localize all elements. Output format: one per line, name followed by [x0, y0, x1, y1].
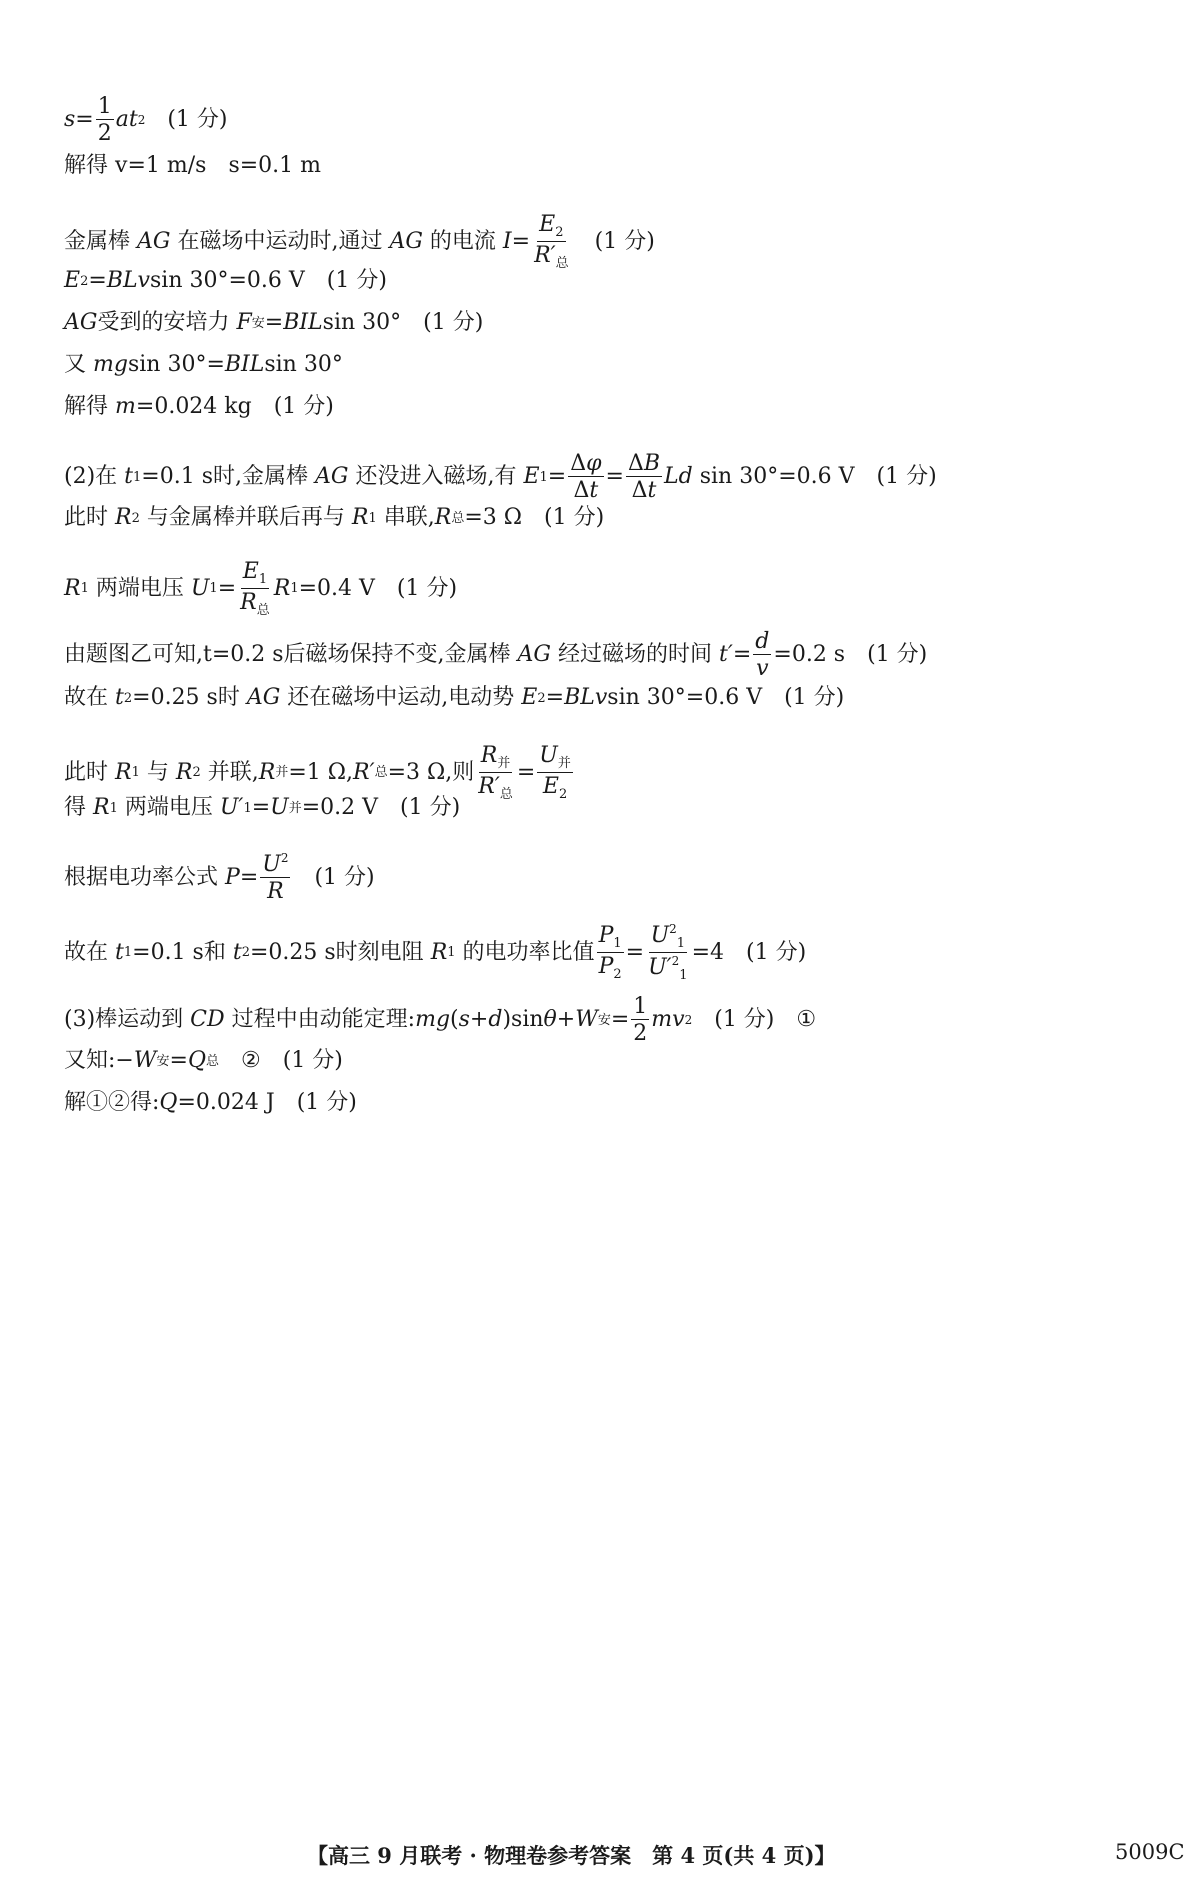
equation-line-6: 又 mg sin 30°= BIL sin 30°: [64, 352, 343, 377]
text: 的电功率比值: [462, 939, 595, 965]
text: 故在: [64, 939, 109, 965]
text: 过程中由动能定理:: [231, 1007, 416, 1033]
value: =0.024 kg: [135, 394, 252, 419]
fraction: $\frac{U^2}{R}$: [262, 851, 289, 905]
score-label: (1 分): [746, 939, 807, 965]
fraction: $\frac{\Delta B}{\Delta t}$: [627, 451, 661, 504]
value: =3 Ω,则: [387, 759, 475, 785]
equation-line-3: 金属棒 AG 在磁场中运动时,通过 AG 的电流 I = $\frac{E_2}{R'_总}$ (1 分): [64, 212, 655, 271]
fraction: $\frac{E_2}{R'_总}$: [534, 212, 569, 271]
value: =3 Ω: [464, 505, 523, 530]
fraction: $\frac{d}{v}$: [755, 629, 770, 682]
text: 在磁场中运动时,通过: [177, 228, 383, 254]
text: 根据电功率公式: [64, 864, 219, 890]
equation-line-15: 根据电功率公式 P = $\frac{U^2}{R}$ (1 分): [64, 851, 375, 905]
fraction: $\frac{1}{2}$: [633, 994, 648, 1047]
text: 解①②得:: [64, 1090, 160, 1115]
text: 两端电压: [124, 795, 213, 820]
value: =0.2 s: [773, 642, 846, 668]
score-label: (1 分): [296, 1090, 357, 1115]
text: 金属棒: [64, 228, 131, 254]
fraction: $\frac{P_1}{P_2}$: [598, 923, 622, 982]
text: 的电流: [429, 228, 496, 254]
text: 两端电压: [95, 575, 184, 601]
value: =0.6 V: [778, 464, 855, 490]
fraction: $\frac{E_1}{R_总}$: [240, 559, 270, 618]
text: 由题图乙可知,: [64, 642, 203, 668]
equation-line-18: 又知: − W 安 = Q 总 ② (1 分): [64, 1048, 343, 1073]
footer-code: 5009C: [1115, 1840, 1185, 1864]
text: 解得: [64, 153, 109, 178]
text: =0.25 s时刻电阻: [249, 939, 424, 965]
text: t=0.2 s后磁场保持不变,金属棒: [203, 642, 511, 668]
score-label: (1 分): [400, 795, 461, 820]
equation-line-7: 解得 m =0.024 kg (1 分): [64, 394, 334, 419]
text: 还没进入磁场,有: [355, 464, 517, 490]
equation-line-2: [64, 155, 321, 177]
score-label: (1 分): [396, 575, 458, 601]
text: 此时: [64, 759, 109, 785]
value: =0.6 V: [228, 268, 305, 293]
text: 经过磁场的时间: [558, 642, 713, 668]
text: =0.1 s时,金属棒: [141, 464, 308, 490]
text: 与: [146, 759, 169, 785]
value: =0.6 V: [685, 685, 763, 710]
value: =4: [691, 939, 724, 965]
value: =0.024 J: [177, 1090, 275, 1115]
score-label: (1 分): [876, 464, 937, 490]
equation-line-19: 解①②得: Q =0.024 J (1 分): [64, 1090, 357, 1115]
text: 解得: [64, 394, 109, 419]
value: =0.4 V: [298, 575, 375, 601]
value: s=0.1 m: [228, 153, 322, 178]
value: =0.2 V: [301, 795, 379, 820]
score-label: (1 分): [714, 1007, 775, 1033]
text: (3)棒运动到: [64, 1007, 184, 1033]
value: v=1 m/s: [115, 153, 207, 178]
fraction: $\frac{U^2_1}{U'^2_1}$: [648, 922, 688, 983]
text: 故在: [64, 685, 109, 710]
score-label: (1 分): [314, 864, 375, 890]
equation-line-13: 此时 R 1 与 R 2 并联, R 并 =1 Ω, R′ 总 =3 Ω,则 $\frac{R_并}{R'_总}$ = $\frac{U_并}{E_2}$: [64, 743, 571, 802]
fraction: $\frac{U_并}{E_2}$: [539, 743, 571, 802]
equation-line-11: 由题图乙可知, t=0.2 s后磁场保持不变,金属棒 AG 经过磁场的时间 t′ = $\frac{d}{v}$ =0.2 s (1 分): [64, 629, 928, 682]
score-label: (1 分): [544, 505, 605, 530]
score-label: (1 分): [273, 394, 334, 419]
equation-marker: ②: [241, 1048, 261, 1073]
text: 又: [64, 352, 87, 377]
score-label: (1 分): [784, 685, 845, 710]
value: =1 Ω,: [288, 759, 354, 785]
equation-line-4: E 2 = BLv sin 30° =0.6 V (1 分): [64, 268, 387, 293]
score-label: (1 分): [423, 310, 484, 335]
fraction: $\frac{1}{2}$: [97, 94, 112, 147]
equation-line-5: AG 受到的安培力 F 安 = BIL sin 30° (1 分): [64, 310, 484, 335]
text: 并联,: [207, 759, 259, 785]
score-label: (1 分): [167, 107, 228, 133]
equation-line-17: (3)棒运动到 CD 过程中由动能定理: mg ( s + d )sin θ + W 安 = $\frac{1}{2}$ mv 2 (1 分) ①: [64, 994, 817, 1047]
text: 此时: [64, 505, 109, 530]
text: (2)在: [64, 464, 118, 490]
text: 与金属棒并联后再与: [146, 505, 345, 530]
score-label: (1 分): [326, 268, 387, 293]
fraction: $\frac{\Delta\varphi}{\Delta t}$: [570, 451, 602, 504]
equation-line-14: 得 R 1 两端电压 U′ 1 = U 并 =0.2 V (1 分): [64, 795, 461, 820]
text: =0.25 s时: [132, 685, 240, 710]
equation-line-8: (2)在 t 1 =0.1 s时,金属棒 AG 还没进入磁场,有 E 1 = $\frac{\Delta\varphi}{\Delta t}$ = $\frac{\Delta B}{\Delta t}$ Ld sin 30° =0.6 V (1 分): [64, 451, 937, 504]
text: 还在磁场中运动,电动势: [287, 685, 515, 710]
footer-title: 【高三 9 月联考 · 物理卷参考答案 第 4 页(共 4 页)】: [307, 1843, 836, 1868]
text: 串联,: [383, 505, 435, 530]
text: =0.1 s和: [132, 939, 226, 965]
equation-line-1: s = $\frac{1}{2}$ at 2 (1 分): [64, 94, 228, 147]
equation-marker: ①: [796, 1007, 817, 1033]
equation-line-10: R 1 两端电压 U 1 = $\frac{E_1}{R_总}$ R 1 =0.4 V (1 分): [64, 559, 458, 618]
text: 受到的安培力: [97, 310, 230, 335]
fraction: $\frac{R_并}{R'_总}$: [478, 743, 513, 802]
equation-line-12: 故在 t 2 =0.25 s时 AG 还在磁场中运动,电动势 E 2 = BLv sin 30° =0.6 V (1 分): [64, 685, 845, 710]
equation-line-9: 此时 R 2 与金属棒并联后再与 R 1 串联, R 总 =3 Ω (1 分): [64, 505, 605, 530]
text: 又知:: [64, 1048, 116, 1073]
text: 得: [64, 795, 87, 820]
equation-line-16: 故在 t 1 =0.1 s和 t 2 =0.25 s时刻电阻 R 1 的电功率比值 $\frac{P_1}{P_2}$ = $\frac{U^2_1}{U'^2_1}$ =4 (1 分): [64, 922, 807, 983]
score-label: (1 分): [282, 1048, 343, 1073]
score-label: (1 分): [867, 642, 928, 668]
score-label: (1 分): [594, 228, 655, 254]
